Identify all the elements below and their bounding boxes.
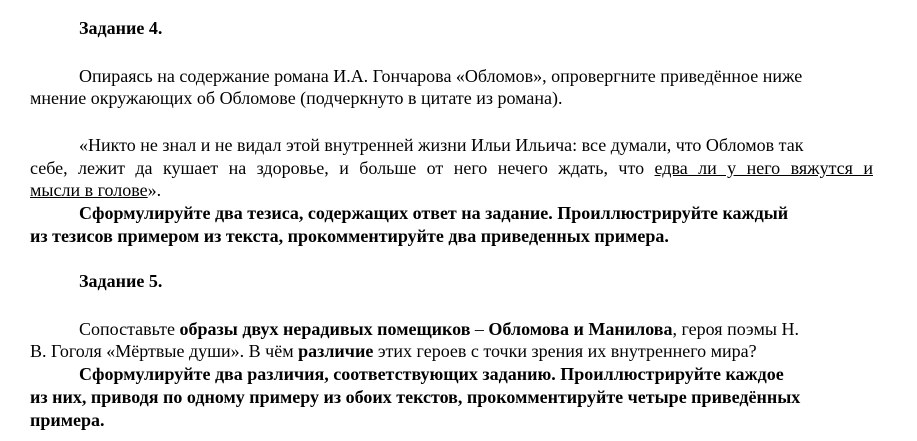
task5-prompt2-bold: различие <box>298 341 374 361</box>
task4-quote-close: ». <box>147 180 162 200</box>
task4-quote-line3 <box>30 179 161 201</box>
task4-quote-plain: себе, лежит да кушает на здоровье, и больше от него нечего ждать, что <box>30 158 645 178</box>
task5-heading: Задание 5. <box>79 271 163 291</box>
task5-prompt-line1 <box>30 318 799 340</box>
task5-prompt-dash: – <box>470 319 489 339</box>
task4-instruction-line1: Сформулируйте два тезиса, содержащих ответ на задание. Проиллюстрируйте каждый <box>79 203 789 223</box>
task5-prompt-text: Сопоставьте <box>79 319 180 339</box>
task4-quote-underlined-end: мысли в голове <box>30 180 148 200</box>
task5-prompt2-text: В. Гоголя «Мёртвые души». В чём <box>30 341 299 361</box>
task4-quote-line2 <box>30 157 873 179</box>
task5-instruction-line3: примера. <box>30 410 105 430</box>
task4-quote-underlined-start: едва ли у него вяжутся и <box>654 158 873 178</box>
task5-prompt2-text-end: этих героев с точки зрения их внутреннего мира? <box>373 341 757 361</box>
task4-quote-line1: «Никто не знал и не видал этой внутренней жизни Ильи Ильича: все думали, что Обломов так <box>79 135 804 155</box>
task5-prompt-text-end: , героя поэмы Н. <box>672 319 799 339</box>
task4-prompt-line1: Опираясь на содержание романа И.А. Гончарова «Обломов», опровергните приведённое ниже <box>79 66 803 86</box>
task4-instruction-line2: из тезисов примером из текста, прокомментируйте два приведенных примера. <box>30 226 669 246</box>
task4-heading: Задание 4. <box>79 18 163 38</box>
task5-instruction-line2: из них, приводя по одному примеру из обоих текстов, прокомментируйте четыре приведённых <box>30 387 801 407</box>
task5-instruction-line1: Сформулируйте два различия, соответствующих заданию. Проиллюстрируйте каждое <box>79 364 784 384</box>
task5-prompt-bold-names: Обломова и Манилова <box>488 319 673 339</box>
task5-prompt-bold-images: образы двух нерадивых помещиков <box>179 319 471 339</box>
task4-prompt-line2: мнение окружающих об Обломове (подчеркнуто в цитате из романа). <box>30 88 563 108</box>
task5-prompt-line2 <box>30 340 757 362</box>
